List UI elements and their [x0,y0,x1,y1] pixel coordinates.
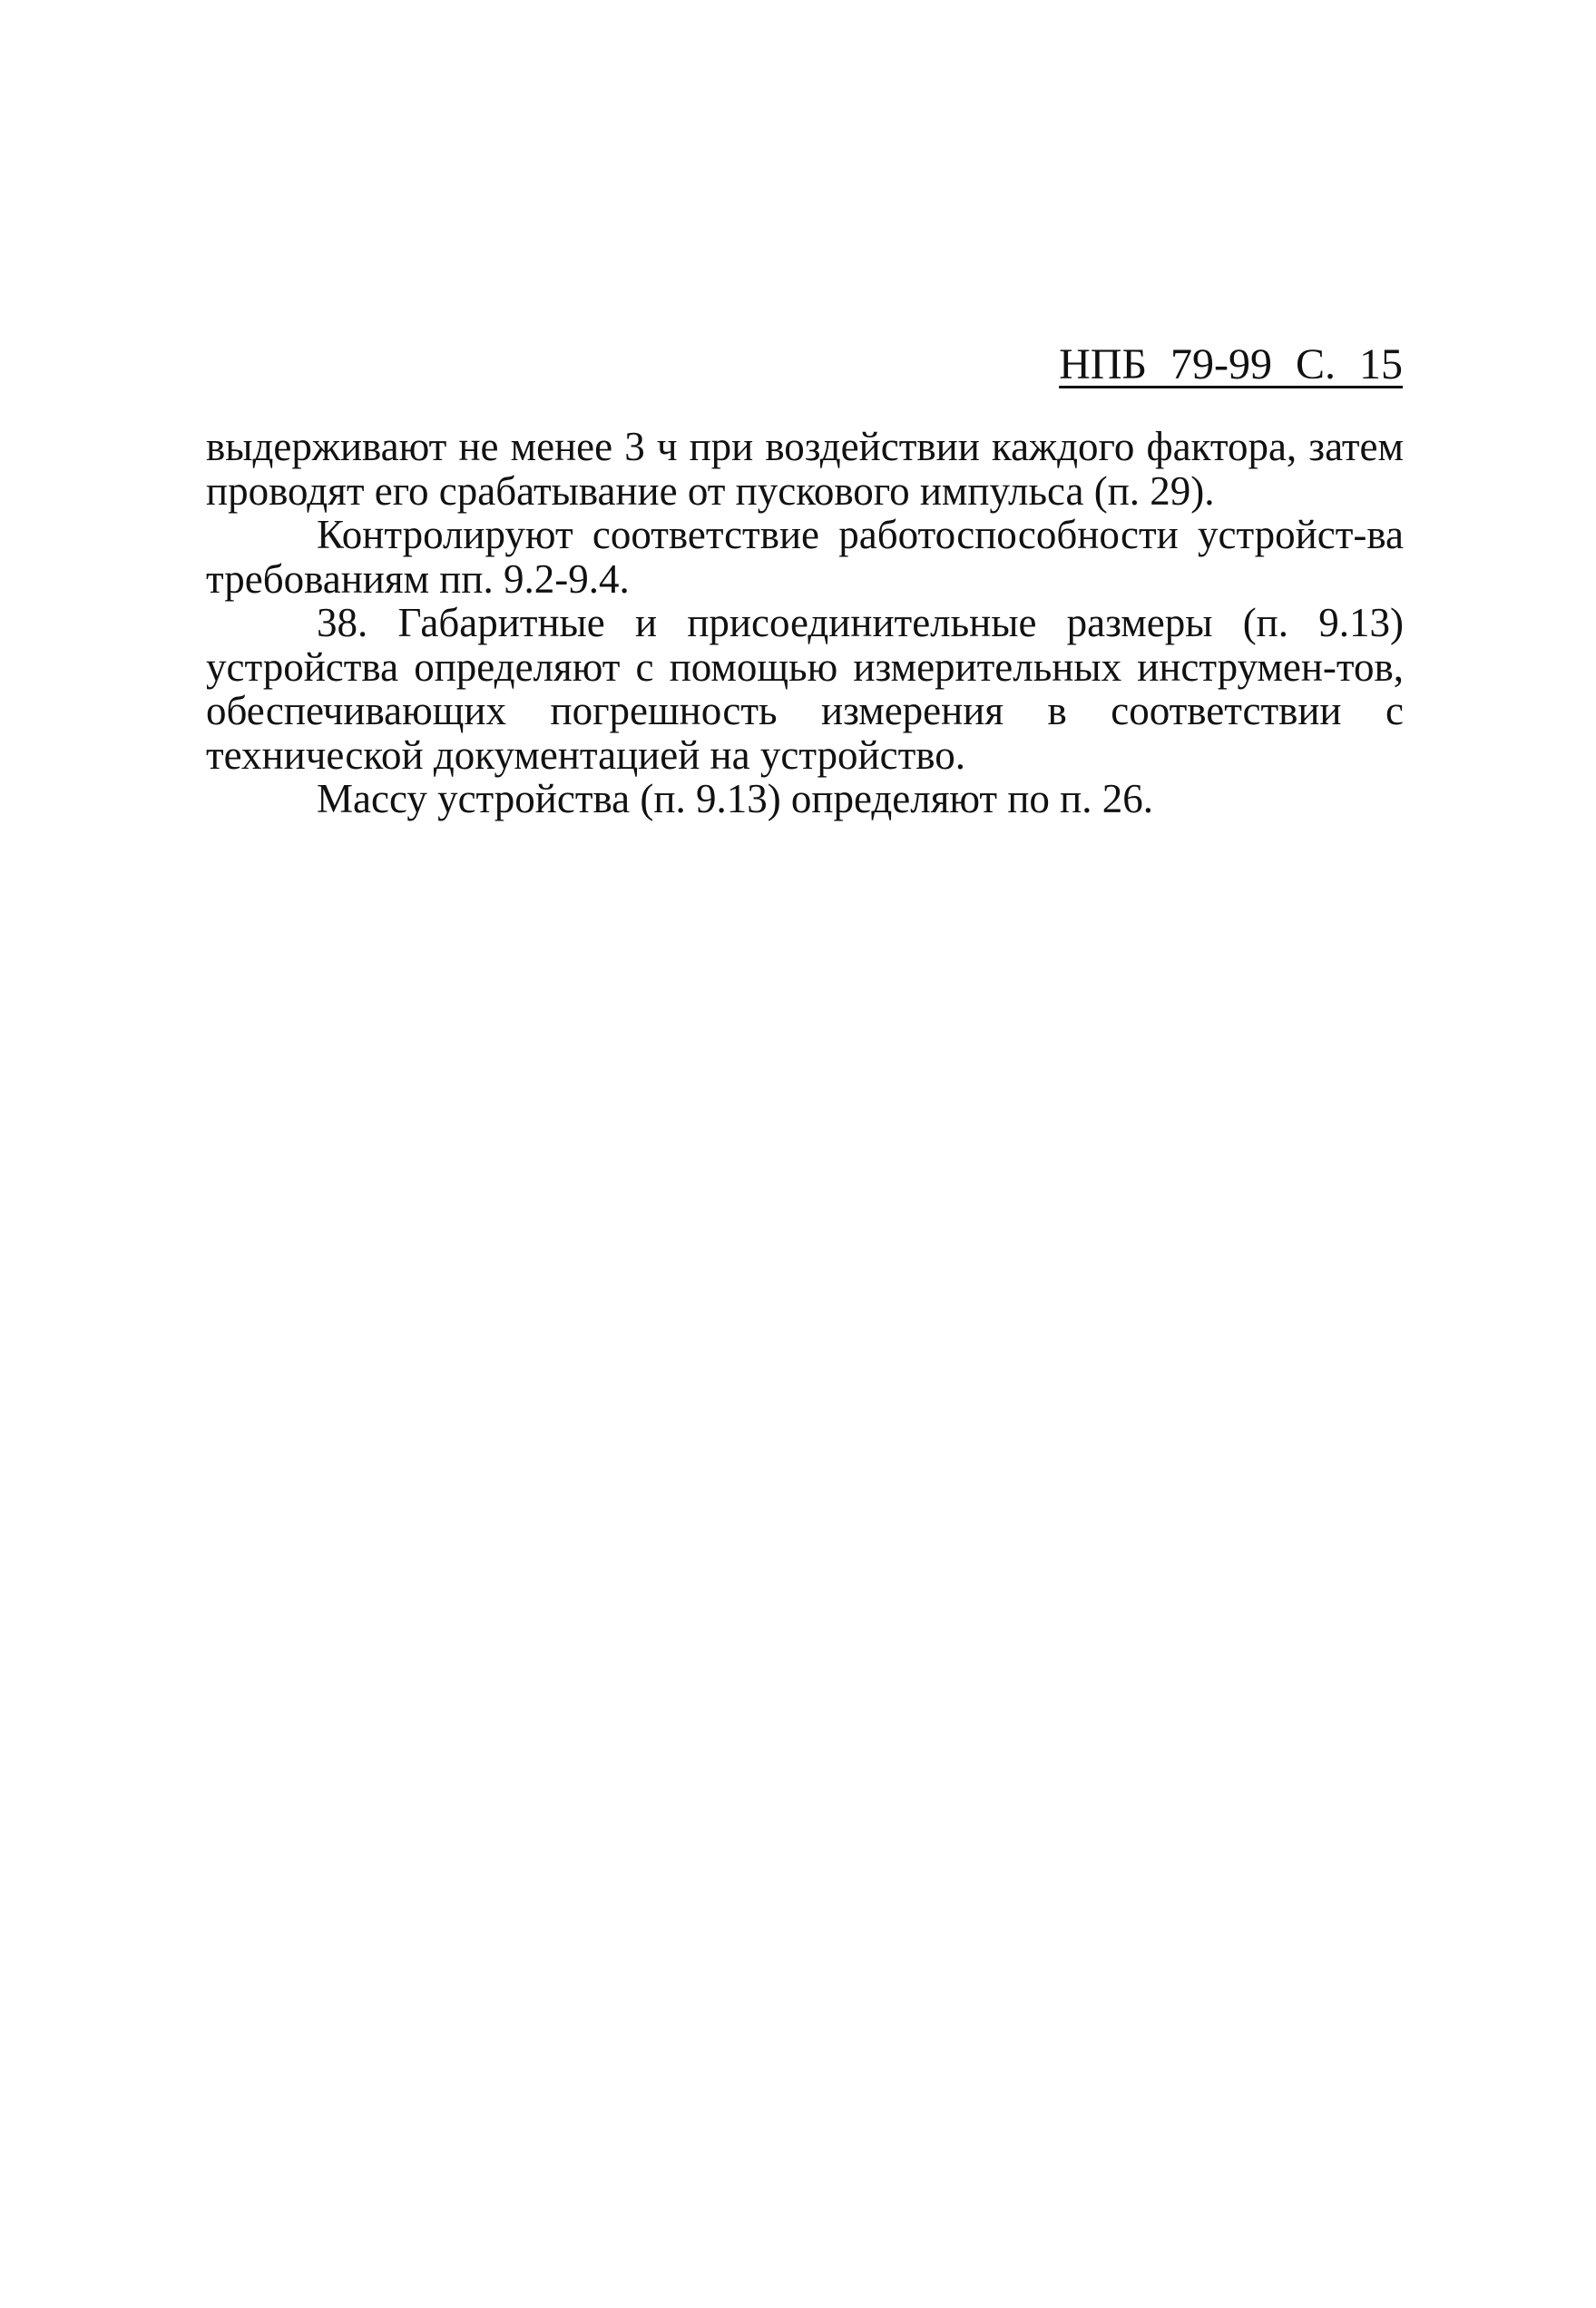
running-header [1059,338,1403,392]
body-text [206,425,1404,821]
paragraph-continuation: выдерживают не менее 3 ч при воздействии каждого фактора, затем проводят его срабатывание от пускового импульса (п. 29). [206,424,1404,514]
paragraph-item-38-dimensions: 38. Габаритные и присоединительные размеры (п. 9.13) устройства определяют с помощью измерительных инструмен-тов, обеспечивающих погрешность измерения в соответствии с технической документацией на устройство. [206,600,1404,778]
page-number: С. 15 [1295,340,1403,388]
paragraph-mass: Массу устройства (п. 9.13) определяют по п. 26. [317,776,1154,821]
document-code: НПБ 79-99 [1059,340,1272,388]
paragraph-performance-check: Контролируют соответствие работоспособности устройст-ва требованиям пп. 9.2-9.4. [206,512,1404,602]
